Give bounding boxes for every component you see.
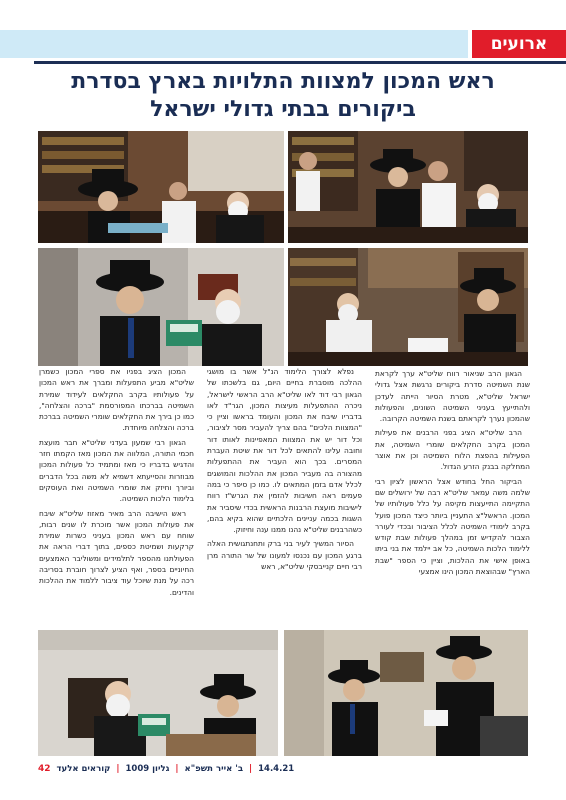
page-number: 42 xyxy=(38,764,51,774)
paragraph: הגאון רבי שמעון בעדני שליט"א חבר מועצת חכמי התורה, המלווה את המכון מאז הקמתו חזר והדגיש בדבריו כי מאז ומתמיד כל פעולות המכון מבוזרות והסייעתא דשמיא לא משה בכל הדברים וביורך וחיזק את שומרי השמיטה ואת העוסקים בלימוד הלכות השמיטה. xyxy=(39,437,194,504)
footer-separator: | xyxy=(175,764,179,774)
page-footer xyxy=(38,762,338,776)
photo-rabbi-meeting-top-right xyxy=(288,131,528,243)
article-headline xyxy=(40,68,526,124)
paragraph: המכון הציג בפניו את ספרי המכון כשמרן שליט"א מביע התפעלות ומברך את ראש המכון על פעולותיו בקרב החקלאים לעידוד שמירת השמיטה בברכתו המפורסמת "ברכה והצלחה", כמו כן בירך את החקלאים שומרי השמיטה בברכת ברכה והצלחה מיוחדת. xyxy=(39,367,194,433)
article-column-3 xyxy=(39,366,194,624)
photo-rabbi-reading-book xyxy=(38,248,284,366)
article-column-2 xyxy=(207,366,362,624)
footer-separator: | xyxy=(249,764,253,774)
paragraph: הסיור המשיך לעיר בני ברק ותחנתגושית האלה ברגע המכון עם נכנסו למעונו של שר התורה מרן רבי חיים קנייבסקי שליט"א, ראש xyxy=(207,539,362,572)
photo-rabbi-study-room xyxy=(288,248,528,366)
paragraph: נפלא לצורך הלימוד הנ"ל אשר בו מושגי ההלכה מוסברת בחיים היום, גם בלשכתו של הגאון רבי דוד לאו שליט"א הרב הראשי לישראל, ניכרה ההתפעלות מעיצות המכון, הגר"ד לאו בדבריו שיבח את המכון והעומד בראשו וציין כי "המצוות הלכים" בהם צריך להעביר מסר לציבור, וכל דור יש את המצוות המאפיינות לאותו דור וחובה עלינו להתאים לכל דור את שיטת העברת המסרים. בכך הוא העביר את ההתפעלות מהצורה בה מעביר המכון את ההלכות והמושגים לכלל אדם בזמן המתאים לו. כמו כן סיפר כי במה פעמים ראה חשיבות להזמין את הגרש"ז רווח לישיבות מועצת הרבנות הראשית בכדי שיסביר את השגות בכמה עניינים הלכתיים שהוא בקיא בהם, כשהרבנים שליט"א נהנו ממנו ענה וחיזוק. xyxy=(207,367,362,535)
header-rule xyxy=(34,61,566,64)
footer-separator: | xyxy=(116,764,120,774)
section-header-bar xyxy=(0,30,566,58)
footer-issue: גליון 1009 xyxy=(125,764,170,774)
article-column-1 xyxy=(375,368,530,626)
paragraph: הביקור החל בחודש אצל הראשון לציון רבי שלמה משה עמאר שליט"א רבה של ירושלים שם התקיימה התייעצות מקיפה על כלל פעולותיו של המכון. הראשל"צ התעניין ביותר כיצד המכון פועל בקרב לימודי השמיטה לכלל הציבור ובכדי לעורר הצבור להקדיש זמן במהלך פעולות שבת קודש ללימוד הלכות השמיטה, כל אב יילמד את בני ביתו באופן אישי את ההלכות, וציין כי הספר "שבת הארץ" שבהוצאת המכון הינו אמצעי xyxy=(375,476,530,577)
headline-line-2: ביקורים בבתי גדולי ישראל xyxy=(150,97,416,122)
footer-magazine: קוראים אלעד xyxy=(56,764,111,774)
section-tag: ארועים xyxy=(472,30,566,58)
photo-rabbi-meeting-top-left xyxy=(38,131,284,243)
article-body xyxy=(38,366,530,624)
paragraph: ראש הישיבה הרב מאיר מאזוז שליט"א שיבח את פעולות המכון אשר מוכרת לו שנים רבות, שוחח עם ראש המכון בעניני כשרות שמירת קרקעות ושמיטת כספים, בתוך דברי הראה את הפעולתנו מהספר לתלמידים ומשוליבר האמצעים החיוניים בספר, ואף הציע לצרוך חוברת בסריבה רכה על מנת שיוכל עוד ציבור ללמוד את ההלכות והדינים. xyxy=(39,508,194,597)
header-band xyxy=(0,30,468,58)
photo-rabbi-bottom-right xyxy=(284,630,528,756)
paragraph: הרב שליט"א הציג בפני הרבנים את פעילות המכון בקרב החקלאים שומרי השמיטה, את הפעילות בהפצת הלוח השמיטה וכן את אוצר המחלקה בבנק הזרע הגדול. xyxy=(375,428,530,472)
footer-date: 14.4.21 xyxy=(258,764,295,774)
headline-line-1: ראש המכון למצוות התלויות בארץ בסדרת xyxy=(71,69,495,94)
paragraph: הגאון הרב שניאור רווח שליט"א ערך לקראת שנת השמיטה סדרת ביקורים נרגשת אצל גדולי ישראל שליט"א, מטרת הסיור הייתה לעדכן ולהתייעץ בעניני השמיטה השונים, והפעולות שהמכון נערך לקראתם בשנת השמיטה הקרובה. xyxy=(375,369,530,424)
photo-rabbi-bottom-left xyxy=(38,630,278,756)
footer-hebrew-date: ב' אייר תשפ"א xyxy=(184,764,244,774)
